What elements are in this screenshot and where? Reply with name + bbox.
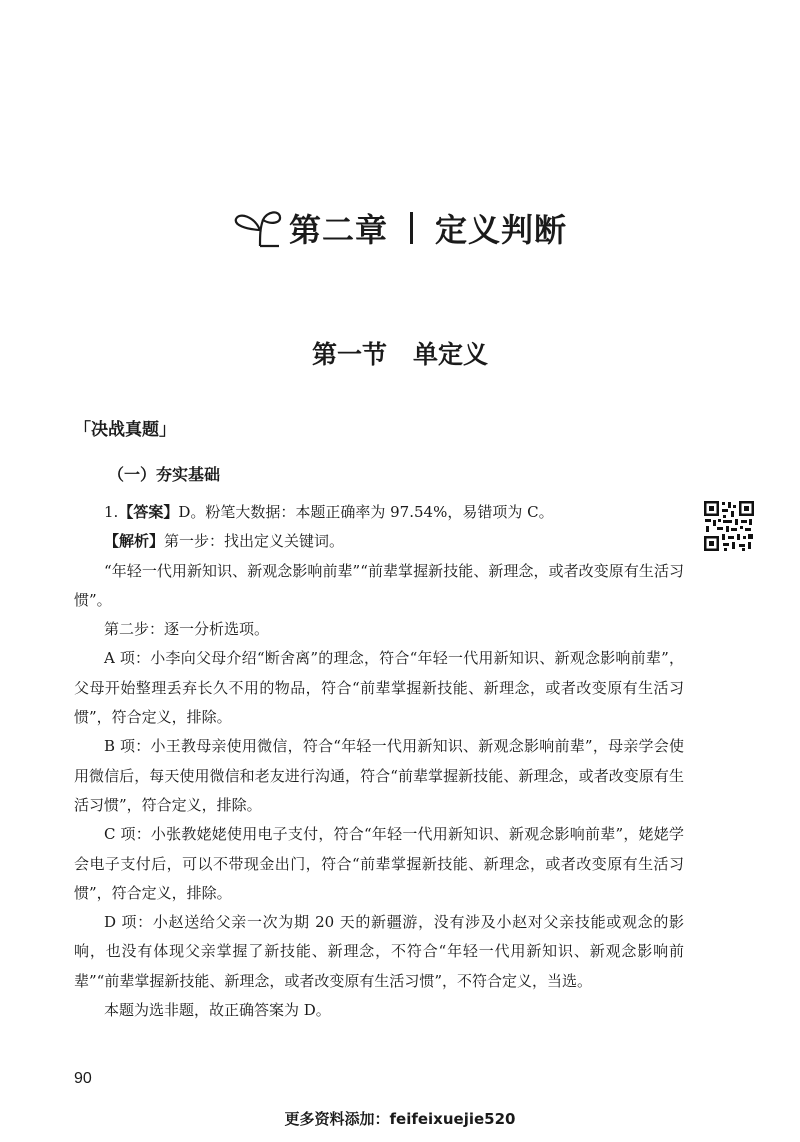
step-two-paragraph: 第二步：逐一分析选项。 — [104, 620, 270, 639]
qr-code-icon — [703, 500, 755, 552]
answer-line — [74, 498, 684, 527]
answer-text: D。粉笔大数据：本题正确率为 97.54%，易错项为 C。 — [178, 503, 554, 521]
question-number: 1. — [104, 503, 119, 521]
option-c-paragraph: C 项：小张教姥姥使用电子支付，符合“年轻一代用新知识、新观念影响前辈”，姥姥学会电子支付后，可以不带现金出门，符合“前辈掌握新技能、新理念，或者改变原有生活习惯”，符合定义，排除。 — [74, 825, 684, 902]
footer-note: 更多资料添加：feifeixuejie520 — [284, 1110, 516, 1128]
step-one-text: 第一步：找出定义关键词。 — [164, 532, 345, 551]
answer-label: 【答案】 — [118, 503, 179, 521]
option-d-paragraph: D 项：小赵送给父亲一次为期 20 天的新疆游，没有涉及小赵对父亲技能或观念的影响，也没有体现父亲掌握了新技能、新理念，不符合“年轻一代用新知识、新观念影响前辈”“前辈掌握新技能、新理念，或者改变原有生活习惯”，不符合定义，当选。 — [74, 913, 684, 990]
option-b-paragraph: B 项：小王教母亲使用微信，符合“年轻一代用新知识、新观念影响前辈”，母亲学会使用微信后，每天使用微信和老友进行沟通，符合“前辈掌握新技能、新理念，或者改变原有生活习惯”，符合定义，排除。 — [74, 737, 684, 814]
answer-explanation — [74, 498, 684, 1025]
page-number: 90 — [74, 1070, 92, 1087]
analysis-label: 【解析】 — [104, 532, 165, 551]
chapter-divider — [410, 212, 413, 244]
chapter-title: 定义判断 — [435, 211, 568, 249]
analysis-line — [74, 527, 684, 556]
chapter-number: 第二章 — [288, 211, 388, 249]
chapter-heading — [0, 205, 800, 254]
section-number: 第一节 — [311, 340, 387, 369]
conclusion-paragraph: 本题为选非题，故正确答案为 D。 — [104, 1001, 331, 1020]
sprout-icon — [233, 206, 285, 250]
exam-tag-title: 「决战真题」 — [74, 420, 176, 440]
keywords-paragraph: “年轻一代用新知识、新观念影响前辈”“前辈掌握新技能、新理念，或者改变原有生活习惯”。 — [74, 561, 684, 609]
section-heading — [0, 335, 800, 371]
section-title: 单定义 — [413, 340, 489, 369]
subsection-title: （一）夯实基础 — [108, 465, 221, 484]
option-a-paragraph: A 项：小李向父母介绍“断舍离”的理念，符合“年轻一代用新知识、新观念影响前辈”，父母开始整理丢弃长久不用的物品，符合“前辈掌握新技能、新理念，或者改变原有生活习惯”，符合定义，排除。 — [74, 649, 684, 727]
